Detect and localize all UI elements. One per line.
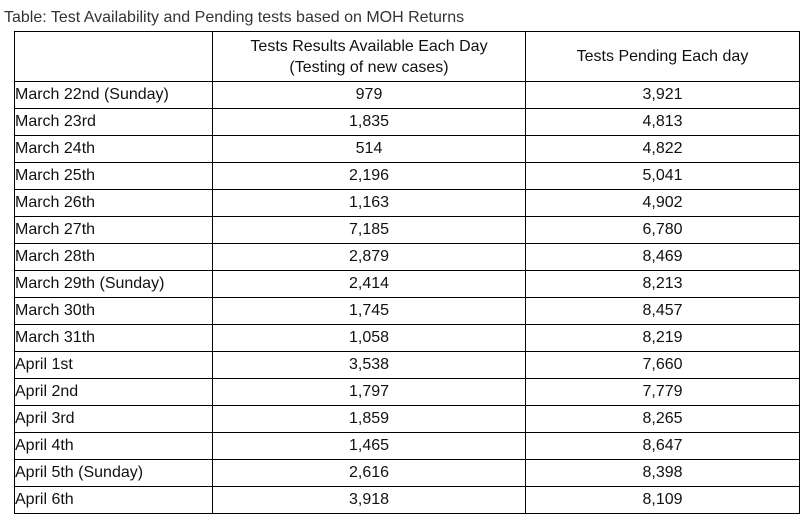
row-date: March 23rd bbox=[15, 109, 213, 136]
row-results-available: 3,918 bbox=[213, 487, 526, 514]
row-date: April 4th bbox=[15, 433, 213, 460]
row-results-available: 2,414 bbox=[213, 271, 526, 298]
row-tests-pending: 7,660 bbox=[526, 352, 800, 379]
row-results-available: 1,859 bbox=[213, 406, 526, 433]
row-results-available: 1,745 bbox=[213, 298, 526, 325]
row-date: March 27th bbox=[15, 217, 213, 244]
table-row bbox=[15, 298, 800, 325]
row-date: April 5th (Sunday) bbox=[15, 460, 213, 487]
row-tests-pending: 6,780 bbox=[526, 217, 800, 244]
row-results-available: 1,465 bbox=[213, 433, 526, 460]
table-caption: Table: Test Availability and Pending tests based on MOH Returns bbox=[4, 9, 465, 26]
row-tests-pending: 4,902 bbox=[526, 190, 800, 217]
row-date: April 3rd bbox=[15, 406, 213, 433]
table-header-row bbox=[15, 32, 800, 82]
row-date: March 31th bbox=[15, 325, 213, 352]
header-date bbox=[15, 32, 213, 82]
table-row bbox=[15, 379, 800, 406]
header-tests-pending: Tests Pending Each day bbox=[526, 32, 800, 82]
row-results-available: 1,835 bbox=[213, 109, 526, 136]
row-date: March 22nd (Sunday) bbox=[15, 82, 213, 109]
row-date: March 29th (Sunday) bbox=[15, 271, 213, 298]
row-date: April 6th bbox=[15, 487, 213, 514]
row-tests-pending: 4,813 bbox=[526, 109, 800, 136]
table-row bbox=[15, 325, 800, 352]
row-date: March 30th bbox=[15, 298, 213, 325]
header-results-available-subtitle: (Testing of new cases) bbox=[289, 58, 449, 76]
row-date: March 28th bbox=[15, 244, 213, 271]
table-row bbox=[15, 460, 800, 487]
table-row bbox=[15, 487, 800, 514]
row-results-available: 1,058 bbox=[213, 325, 526, 352]
row-date: April 2nd bbox=[15, 379, 213, 406]
row-tests-pending: 8,457 bbox=[526, 298, 800, 325]
header-results-available-title: Tests Results Available Each Day bbox=[250, 37, 488, 55]
row-results-available: 2,196 bbox=[213, 163, 526, 190]
row-tests-pending: 8,109 bbox=[526, 487, 800, 514]
table-row bbox=[15, 244, 800, 271]
table-row bbox=[15, 136, 800, 163]
row-results-available: 1,797 bbox=[213, 379, 526, 406]
table-row bbox=[15, 82, 800, 109]
table-row bbox=[15, 190, 800, 217]
table-row bbox=[15, 109, 800, 136]
row-tests-pending: 8,469 bbox=[526, 244, 800, 271]
table-row bbox=[15, 217, 800, 244]
row-results-available: 979 bbox=[213, 82, 526, 109]
row-date: April 1st bbox=[15, 352, 213, 379]
table-row bbox=[15, 271, 800, 298]
row-results-available: 7,185 bbox=[213, 217, 526, 244]
row-tests-pending: 8,213 bbox=[526, 271, 800, 298]
test-availability-table bbox=[14, 31, 800, 514]
row-tests-pending: 4,822 bbox=[526, 136, 800, 163]
row-tests-pending: 8,219 bbox=[526, 325, 800, 352]
row-date: March 25th bbox=[15, 163, 213, 190]
header-results-available bbox=[213, 32, 526, 82]
row-tests-pending: 8,265 bbox=[526, 406, 800, 433]
row-tests-pending: 7,779 bbox=[526, 379, 800, 406]
row-tests-pending: 3,921 bbox=[526, 82, 800, 109]
row-results-available: 3,538 bbox=[213, 352, 526, 379]
table-row bbox=[15, 163, 800, 190]
row-results-available: 2,879 bbox=[213, 244, 526, 271]
row-tests-pending: 5,041 bbox=[526, 163, 800, 190]
row-date: March 24th bbox=[15, 136, 213, 163]
row-results-available: 514 bbox=[213, 136, 526, 163]
table-row bbox=[15, 406, 800, 433]
row-results-available: 2,616 bbox=[213, 460, 526, 487]
row-results-available: 1,163 bbox=[213, 190, 526, 217]
table-row bbox=[15, 352, 800, 379]
table-row bbox=[15, 433, 800, 460]
row-date: March 26th bbox=[15, 190, 213, 217]
row-tests-pending: 8,398 bbox=[526, 460, 800, 487]
row-tests-pending: 8,647 bbox=[526, 433, 800, 460]
